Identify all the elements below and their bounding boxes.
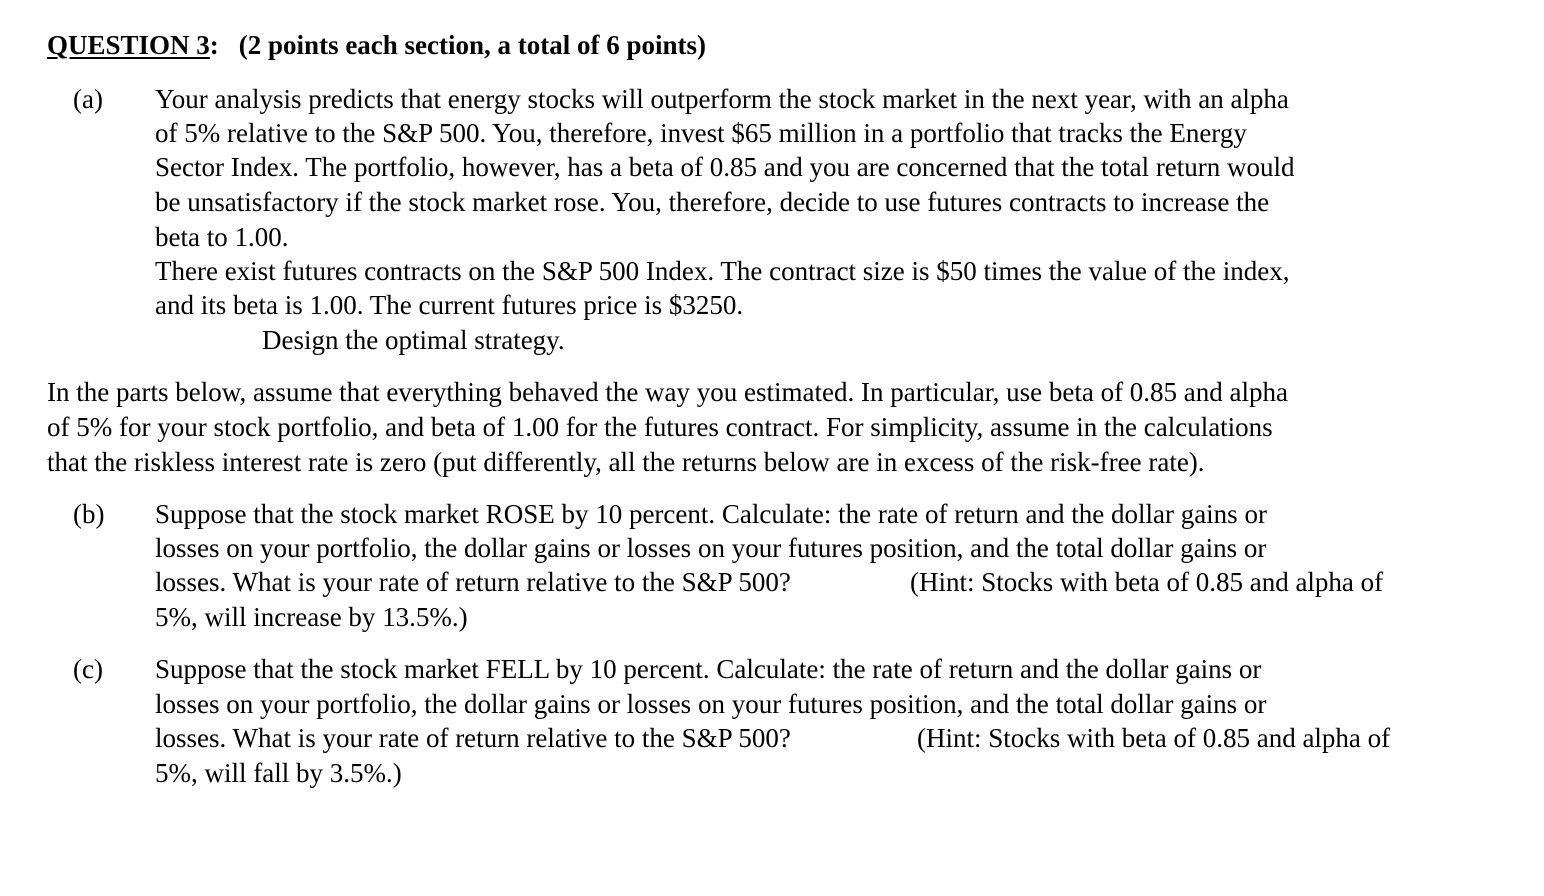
part-c-hint: (Hint: Stocks with beta of 0.85 and alpha of [917, 723, 1391, 753]
part-c-line: Suppose that the stock market FELL by 10 percent. Calculate: the rate of return and the dollar gains or [155, 654, 1262, 684]
part-a-line: and its beta is 1.00. The current futures price is $3250. [155, 290, 744, 320]
part-a-line: Your analysis predicts that energy stocks will outperform the stock market in the next year, with an alpha [155, 84, 1289, 114]
part-a-line: Sector Index. The portfolio, however, has a beta of 0.85 and you are concerned that the total return would [155, 152, 1295, 182]
part-c-line: 5%, will fall by 3.5%.) [155, 758, 402, 788]
part-c-line: losses on your portfolio, the dollar gains or losses on your futures position, and the total dollar gains or [155, 689, 1267, 719]
part-c-line: losses. What is your rate of return relative to the S&P 500? [155, 723, 791, 753]
question-points: (2 points each section, a total of 6 points) [238, 30, 707, 60]
part-b-line: Suppose that the stock market ROSE by 10 percent. Calculate: the rate of return and the dollar gains or [155, 499, 1267, 529]
part-b-line: losses on your portfolio, the dollar gains or losses on your futures position, and the total dollar gains or [155, 533, 1267, 563]
question-colon: : [209, 30, 219, 60]
question-title [47, 28, 706, 62]
part-b-line: 5%, will increase by 13.5%.) [155, 602, 468, 632]
part-a-line: beta to 1.00. [155, 222, 289, 252]
assumptions-line: In the parts below, assume that everything behaved the way you estimated. In particular, use beta of 0.85 and alpha [47, 377, 1289, 407]
part-b-hint: (Hint: Stocks with beta of 0.85 and alpha of [910, 567, 1384, 597]
part-a-line: be unsatisfactory if the stock market rose. You, therefore, decide to use futures contracts to increase the [155, 187, 1270, 217]
part-b-line: losses. What is your rate of return relative to the S&P 500? [155, 567, 791, 597]
part-a-line: There exist futures contracts on the S&P 500 Index. The contract size is $50 times the value of the index, [155, 256, 1290, 286]
part-c-label: (c) [73, 654, 103, 684]
part-a-line: of 5% relative to the S&P 500. You, therefore, invest $65 million in a portfolio that tracks the Energy [155, 118, 1247, 148]
part-a-instruction: Design the optimal strategy. [262, 325, 565, 355]
assumptions-line: that the riskless interest rate is zero (put differently, all the returns below are in excess of the risk-free rate). [47, 447, 1205, 477]
question-number: QUESTION 3 [47, 30, 210, 60]
part-a-label: (a) [73, 84, 103, 114]
assumptions-line: of 5% for your stock portfolio, and beta of 1.00 for the futures contract. For simplicity, assume in the calculations [47, 412, 1273, 442]
part-b-label: (b) [73, 499, 105, 529]
